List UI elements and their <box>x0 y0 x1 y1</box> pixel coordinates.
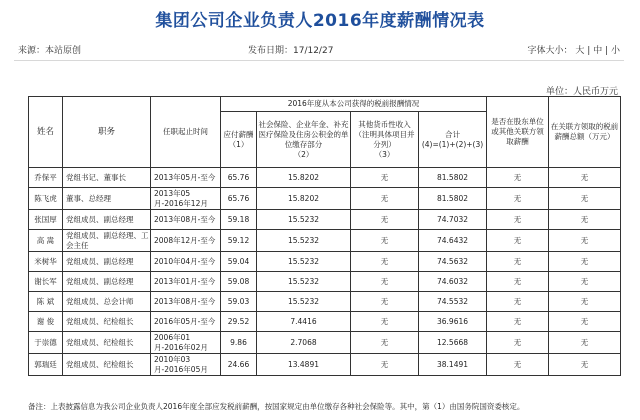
cell-pay: 65.76 <box>221 168 257 188</box>
cell-pay: 59.12 <box>221 230 257 252</box>
cell-total: 38.1491 <box>419 354 487 376</box>
header-insurance <box>257 112 351 168</box>
cell-name: 米树华 <box>29 252 63 272</box>
cell-position: 党组成员、副总经理、工会主任 <box>63 230 151 252</box>
cell-other: 无 <box>351 354 419 376</box>
cell-position: 党组成员、纪检组长 <box>63 312 151 332</box>
cell-pay: 59.08 <box>221 272 257 292</box>
header-total <box>419 112 487 168</box>
cell-tenure: 2013年08月-至今 <box>151 210 221 230</box>
cell-related: 无 <box>487 230 549 252</box>
meta-divider <box>14 60 624 61</box>
cell-tenure: 2013年08月-至今 <box>151 292 221 312</box>
cell-pay: 29.52 <box>221 312 257 332</box>
cell-pay: 24.66 <box>221 354 257 376</box>
header-name: 姓名 <box>29 97 63 168</box>
cell-other: 无 <box>351 210 419 230</box>
cell-position: 党组成员、纪检组长 <box>63 332 151 354</box>
cell-related-amount: 无 <box>549 354 621 376</box>
cell-name: 谢 俊 <box>29 312 63 332</box>
header-payable-label: 应付薪酬 <box>223 129 254 139</box>
table-row <box>29 354 621 376</box>
cell-total: 74.7032 <box>419 210 487 230</box>
cell-position: 党组成员、纪检组长 <box>63 354 151 376</box>
cell-total: 81.5802 <box>419 188 487 210</box>
cell-other: 无 <box>351 272 419 292</box>
cell-related-amount: 无 <box>549 252 621 272</box>
cell-total: 81.5802 <box>419 168 487 188</box>
cell-position: 党组成员、副总经理 <box>63 272 151 292</box>
table-row <box>29 252 621 272</box>
cell-related: 无 <box>487 354 549 376</box>
cell-insurance: 2.7068 <box>257 332 351 354</box>
cell-tenure: 2008年12月-至今 <box>151 230 221 252</box>
cell-related-amount: 无 <box>549 312 621 332</box>
font-size-small-link[interactable]: 小 <box>610 46 620 56</box>
font-size-divider: | <box>587 46 594 56</box>
cell-related-amount: 无 <box>549 292 621 312</box>
table-row <box>29 210 621 230</box>
unit-label: 单位：人民币万元 <box>545 87 618 97</box>
font-size-divider: | <box>605 46 611 56</box>
cell-name: 陈 斌 <box>29 292 63 312</box>
cell-related: 无 <box>487 210 549 230</box>
cell-insurance: 15.8202 <box>257 188 351 210</box>
article-meta-bar <box>18 43 620 57</box>
cell-name: 乔保平 <box>29 168 63 188</box>
table-row <box>29 168 621 188</box>
source-label: 来源：本站原创 <box>18 46 82 56</box>
cell-other: 无 <box>351 292 419 312</box>
font-size-label: 字体大小： <box>527 46 573 56</box>
table-footnote: 备注：上表披露信息为我公司企业负责人2016年度全部应发税前薪酬，按国家规定由单位缴存各种社会保险等。其中，第（1）由国务院国资委核定。 <box>28 402 525 411</box>
cell-related-amount: 无 <box>549 210 621 230</box>
header-tenure: 任职起止时间 <box>151 97 221 168</box>
table-row <box>29 272 621 292</box>
cell-name: 张国厚 <box>29 210 63 230</box>
cell-insurance: 15.5232 <box>257 292 351 312</box>
cell-total: 12.5668 <box>419 332 487 354</box>
cell-tenure: 2006年01月-2016年02月 <box>151 332 221 354</box>
cell-insurance: 15.5232 <box>257 210 351 230</box>
header-related-amount: 在关联方领取的税前薪酬总额（万元） <box>549 97 621 168</box>
cell-total: 74.5532 <box>419 292 487 312</box>
header-other-num: （3） <box>374 149 395 159</box>
cell-related: 无 <box>487 252 549 272</box>
cell-other: 无 <box>351 168 419 188</box>
table-row <box>29 230 621 252</box>
cell-total: 74.6432 <box>419 230 487 252</box>
cell-position: 党组成员、副总经理 <box>63 210 151 230</box>
header-payable <box>221 112 257 168</box>
cell-tenure: 2016年05月-至今 <box>151 312 221 332</box>
cell-related: 无 <box>487 312 549 332</box>
table-row <box>29 312 621 332</box>
cell-related: 无 <box>487 332 549 354</box>
cell-insurance: 15.5232 <box>257 230 351 252</box>
cell-insurance: 15.5232 <box>257 272 351 292</box>
cell-position: 党组成员、总会计师 <box>63 292 151 312</box>
cell-total: 36.9616 <box>419 312 487 332</box>
cell-name: 郭瑞廷 <box>29 354 63 376</box>
header-payable-num: （1） <box>228 139 249 149</box>
cell-insurance: 15.5232 <box>257 252 351 272</box>
cell-position: 董事、总经理 <box>63 188 151 210</box>
cell-insurance: 15.8202 <box>257 168 351 188</box>
header-insurance-label: 社会保险、企业年金、补充医疗保险及住房公积金的单位缴存部分 <box>258 119 349 149</box>
table-row <box>29 332 621 354</box>
cell-tenure: 2013年01月-至今 <box>151 272 221 292</box>
cell-related: 无 <box>487 168 549 188</box>
header-position: 职务 <box>63 97 151 168</box>
cell-related: 无 <box>487 272 549 292</box>
header-related-flag: 是否在股东单位或其他关联方领取薪酬 <box>487 97 549 168</box>
header-total-label: 合计 <box>445 129 461 139</box>
cell-tenure: 2010年04月-至今 <box>151 252 221 272</box>
header-other-label: 其他货币性收入（注明具体项目并分列） <box>354 119 415 149</box>
cell-name: 谢长军 <box>29 272 63 292</box>
cell-other: 无 <box>351 230 419 252</box>
cell-name: 于崇德 <box>29 332 63 354</box>
cell-total: 74.6032 <box>419 272 487 292</box>
cell-pay: 59.03 <box>221 292 257 312</box>
cell-related-amount: 无 <box>549 230 621 252</box>
cell-position: 党组成员、副总经理 <box>63 252 151 272</box>
cell-name: 高 嵩 <box>29 230 63 252</box>
cell-related-amount: 无 <box>549 272 621 292</box>
font-size-medium-link[interactable]: 中 <box>593 46 603 56</box>
header-other-income <box>351 112 419 168</box>
cell-pay: 59.04 <box>221 252 257 272</box>
cell-insurance: 13.4891 <box>257 354 351 376</box>
table-row <box>29 188 621 210</box>
cell-other: 无 <box>351 332 419 354</box>
publish-date: 发布日期：17/12/27 <box>248 46 334 56</box>
cell-related: 无 <box>487 188 549 210</box>
cell-total: 74.5632 <box>419 252 487 272</box>
header-insurance-num: （2） <box>293 149 314 159</box>
cell-related-amount: 无 <box>549 168 621 188</box>
header-total-formula: (4)=(1)+(2)+(3) <box>421 139 484 149</box>
cell-other: 无 <box>351 252 419 272</box>
header-pay-group: 2016年度从本公司获得的税前报酬情况 <box>221 97 487 112</box>
font-size-large-link[interactable]: 大 <box>575 46 585 56</box>
cell-tenure: 2010年03月-2016年05月 <box>151 354 221 376</box>
cell-insurance: 7.4416 <box>257 312 351 332</box>
cell-related-amount: 无 <box>549 332 621 354</box>
salary-table <box>28 96 621 376</box>
cell-tenure: 2013年05月-至今 <box>151 168 221 188</box>
cell-other: 无 <box>351 188 419 210</box>
cell-pay: 65.76 <box>221 188 257 210</box>
page-title: 集团公司企业负责人2016年度薪酬情况表 <box>155 11 485 31</box>
cell-pay: 9.86 <box>221 332 257 354</box>
font-size-switcher <box>528 43 621 56</box>
cell-related: 无 <box>487 292 549 312</box>
table-row <box>29 292 621 312</box>
cell-related-amount: 无 <box>549 188 621 210</box>
cell-position: 党组书记、董事长 <box>63 168 151 188</box>
cell-pay: 59.18 <box>221 210 257 230</box>
cell-other: 无 <box>351 312 419 332</box>
cell-tenure: 2013年05月-2016年12月 <box>151 188 221 210</box>
cell-name: 陈飞虎 <box>29 188 63 210</box>
